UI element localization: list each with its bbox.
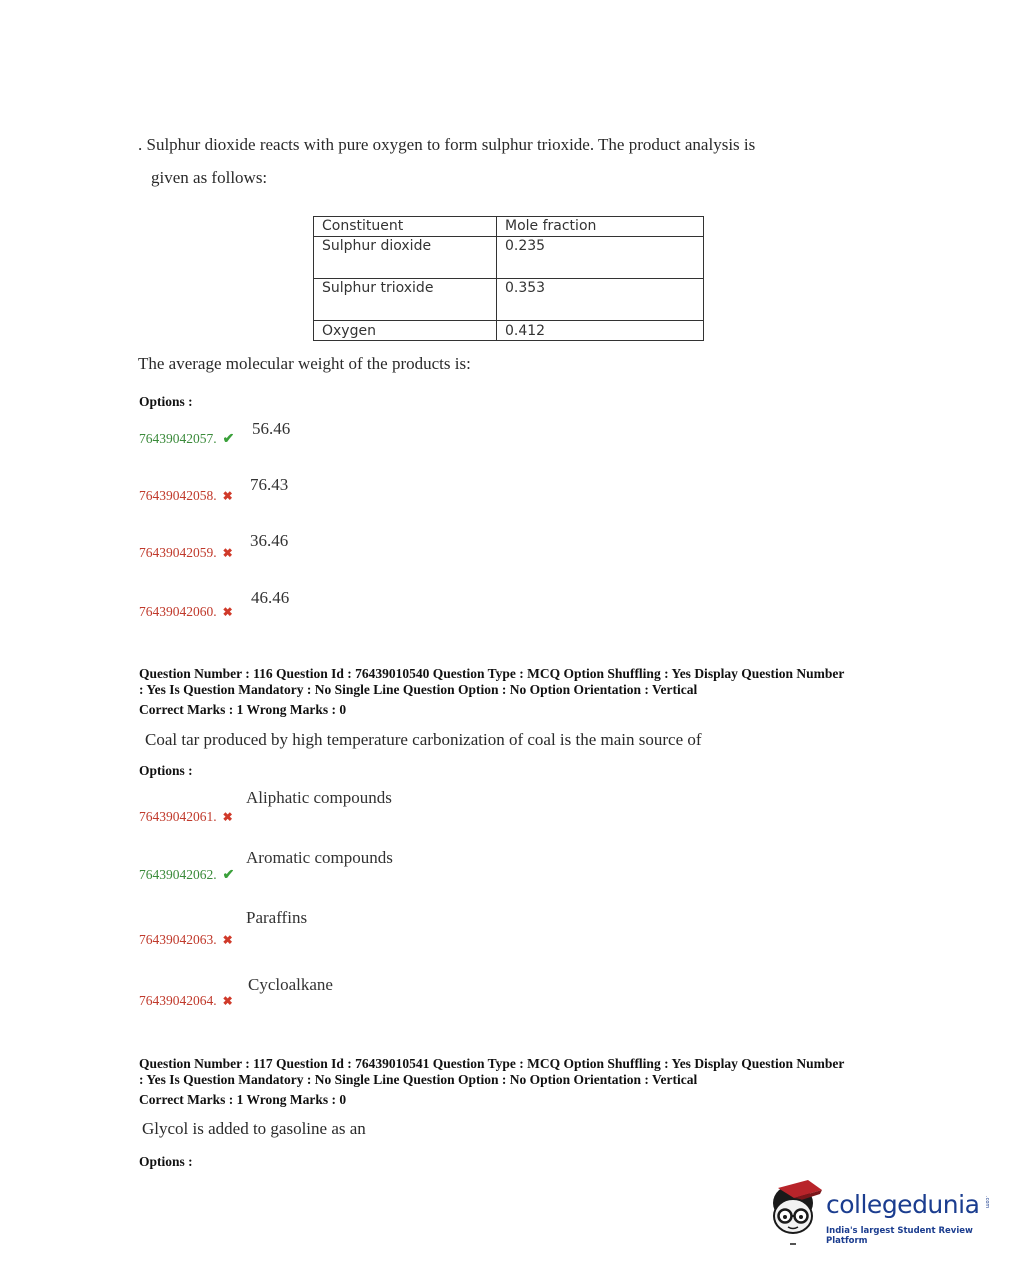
option-value: 56.46 (252, 419, 291, 438)
option-value: Aromatic compounds (246, 848, 393, 867)
wrong-cross-icon: ✖ (222, 489, 233, 503)
option-value: 46.46 (251, 588, 290, 607)
question-117-meta-line1: Question Number : 117 Question Id : 76439010541 Question Type : MCQ Option Shuffling : Yes Display Question Number (139, 1056, 845, 1071)
table-cell: 0.235 (497, 237, 704, 279)
question-115-text-line1: . Sulphur dioxide reacts with pure oxygen to form sulphur trioxide. The product analysis is (138, 135, 756, 154)
option-id: 76439042058. (139, 488, 217, 503)
table-row (314, 321, 704, 341)
table-row (314, 237, 704, 279)
question-115-text-line2: given as follows: (151, 168, 268, 187)
question-115-prompt: The average molecular weight of the products is: (138, 354, 471, 373)
option-row[interactable] (139, 487, 233, 505)
wrong-cross-icon: ✖ (222, 994, 233, 1008)
correct-check-icon: ✔ (222, 432, 235, 447)
wrong-cross-icon: ✖ (222, 546, 233, 560)
question-116-meta-line3: Correct Marks : 1 Wrong Marks : 0 (139, 702, 347, 717)
question-116-prompt: Coal tar produced by high temperature carbonization of coal is the main source of (145, 730, 702, 749)
wrong-cross-icon: ✖ (222, 605, 233, 619)
product-analysis-table (313, 216, 704, 341)
option-row[interactable] (139, 808, 233, 826)
table-cell: Sulphur dioxide (314, 237, 497, 279)
table-cell: Sulphur trioxide (314, 279, 497, 321)
option-value: 76.43 (250, 475, 289, 494)
logo-suffix: .com (984, 1196, 990, 1209)
option-id: 76439042064. (139, 993, 217, 1008)
question-117-prompt: Glycol is added to gasoline as an (142, 1119, 366, 1138)
option-value: Paraffins (246, 908, 308, 927)
table-cell: 0.412 (497, 321, 704, 341)
option-id: 76439042063. (139, 932, 217, 947)
wrong-cross-icon: ✖ (222, 933, 233, 947)
option-value: Aliphatic compounds (246, 788, 392, 807)
option-row[interactable] (139, 931, 233, 949)
option-id: 76439042062. (139, 867, 217, 882)
option-id: 76439042057. (139, 431, 217, 446)
question-117-meta-line3: Correct Marks : 1 Wrong Marks : 0 (139, 1092, 347, 1107)
question-115-options-label: Options : (139, 394, 193, 409)
table-header-constituent: Constituent (314, 217, 497, 237)
question-116-options-label: Options : (139, 763, 193, 778)
mascot-icon (768, 1178, 826, 1250)
option-row[interactable] (139, 992, 233, 1010)
option-row[interactable] (139, 866, 234, 884)
option-row[interactable] (139, 544, 233, 562)
question-117-meta-line2: : Yes Is Question Mandatory : No Single Line Question Option : No Option Orientation : Vertical (139, 1072, 698, 1087)
table-cell: Oxygen (314, 321, 497, 341)
option-value: Cycloalkane (248, 975, 333, 994)
option-id: 76439042059. (139, 545, 217, 560)
question-117-options-label: Options : (139, 1154, 193, 1169)
collegedunia-logo (768, 1178, 993, 1250)
logo-name: collegedunia (826, 1190, 980, 1219)
table-cell: 0.353 (497, 279, 704, 321)
question-116-meta-line2: : Yes Is Question Mandatory : No Single Line Question Option : No Option Orientation : Vertical (139, 682, 698, 697)
logo-tagline: India's largest Student Review Platform (826, 1226, 973, 1246)
option-id: 76439042060. (139, 604, 217, 619)
option-row[interactable] (139, 430, 234, 448)
question-116-meta-line1: Question Number : 116 Question Id : 76439010540 Question Type : MCQ Option Shuffling : Yes Display Question Number (139, 666, 845, 681)
wrong-cross-icon: ✖ (222, 810, 233, 824)
option-row[interactable] (139, 603, 233, 621)
correct-check-icon: ✔ (222, 868, 235, 883)
table-header-mole-fraction: Mole fraction (497, 217, 704, 237)
table-row (314, 279, 704, 321)
option-id: 76439042061. (139, 809, 217, 824)
option-value: 36.46 (250, 531, 289, 550)
